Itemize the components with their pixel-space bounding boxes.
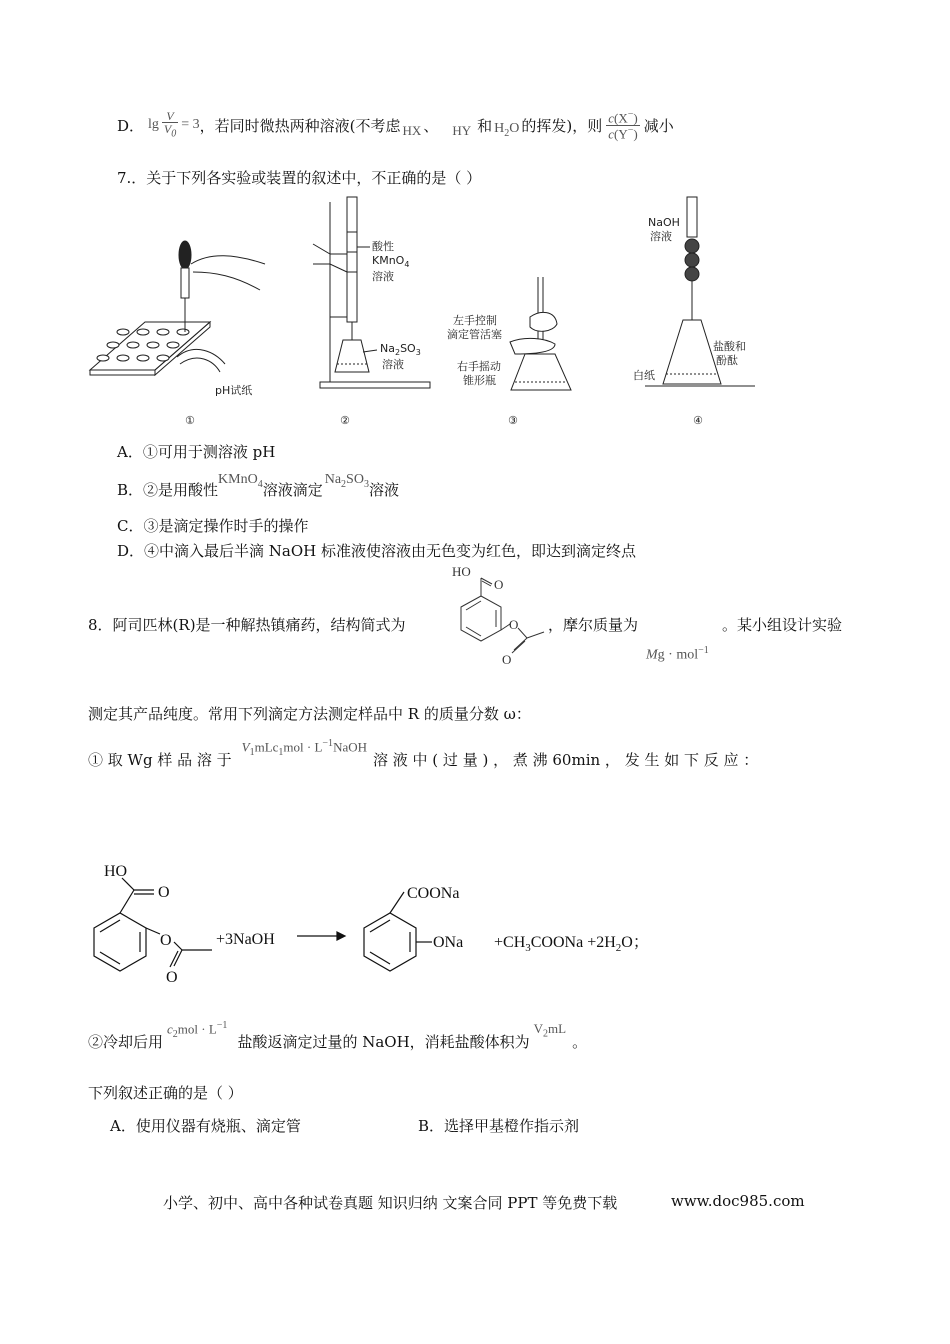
q8-option-a: A．使用仪器有烧瓶、滴定管 xyxy=(110,1117,301,1135)
svg-text:锥形瓶: 锥形瓶 xyxy=(463,374,496,387)
reaction-equation xyxy=(82,850,682,990)
svg-text:滴定管活塞: 滴定管活塞 xyxy=(447,328,502,341)
svg-text:ONa: ONa xyxy=(433,934,464,951)
step1-reagent-expression: $V_1mLc_1mol$ · $L^{-1}NaOH$ xyxy=(241,738,367,758)
svg-text:HO: HO xyxy=(452,564,471,579)
svg-text:左手控制: 左手控制 xyxy=(453,314,497,327)
option-label: D． xyxy=(117,116,145,135)
step2-concentration: $c_2mol \cdot L^{-1}$ xyxy=(167,1020,228,1040)
q7-option-d: D．④中滴入最后半滴 NaOH 标准液使溶液由无色变为红色，即达到滴定终点 xyxy=(117,542,637,560)
svg-text:右手摇动: 右手摇动 xyxy=(457,360,501,373)
svg-text:COONa: COONa xyxy=(407,885,460,902)
molar-mass-expression: Mg · mol$^{-1}$ xyxy=(646,645,709,663)
q8-stem-part1: 8．阿司匹林(R)是一种解热镇痛药，结构简式为 xyxy=(88,616,406,634)
svg-text:O: O xyxy=(160,932,172,949)
svg-text:O: O xyxy=(158,884,170,901)
figure-number-2: ② xyxy=(340,414,350,427)
svg-text:白纸: 白纸 xyxy=(633,369,655,382)
q7-stem: 7.．关于下列各实验或装置的叙述中，不正确的是（ ） xyxy=(117,169,482,187)
q8-stem-line2: 测定其产品纯度。常用下列滴定方法测定样品中 R 的质量分数 ω： xyxy=(88,705,531,723)
svg-text:O: O xyxy=(509,617,519,632)
svg-text:Na2SO3: $Na_2SO_3$ xyxy=(380,342,421,357)
svg-text:KMnO4: KMnO$_4$ xyxy=(372,254,410,269)
concentration-ratio: $\frac{c(X^-)}{c(Y^-)}$ xyxy=(608,108,638,141)
svg-text:O: O xyxy=(494,577,504,592)
q8-step1: ① 取 Wg 样 品 溶 于 $V_1mLc_1mol$ · $L^{-1}NaOH$ 溶 液 中 ( 过 量 ) ， 煮 沸 60min ， 发 生 如 下 反 应 ： xyxy=(88,738,759,769)
spot-plate-figure xyxy=(90,241,265,375)
figure-number-1: ① xyxy=(185,414,195,427)
q8-step2: ②冷却后用 $c_2mol \cdot L^{-1}$ 盐酸返滴定过量的 NaOH，消耗盐酸体积为 $V_2mL$ 。 xyxy=(88,1020,588,1051)
h2o-formula: $H_2O$ xyxy=(494,121,520,139)
lg-expression: lg $\frac{V}{V_0}$ = 3 xyxy=(148,108,200,140)
q8-stem-part3: 。某小组设计实验 xyxy=(722,616,843,634)
svg-text:+CH3COONa +2H2O；: $+CH_3COONa +2H_2O$； xyxy=(494,934,649,954)
figure-number-3: ③ xyxy=(508,414,518,427)
ph-paper-label: pH试纸 xyxy=(215,384,253,397)
volume-fraction: $\frac{V}{V_0}$ xyxy=(163,108,177,140)
q7-option-a: A．①可用于测溶液 pH xyxy=(117,443,276,461)
q7-option-c: C．③是滴定操作时手的操作 xyxy=(117,517,309,535)
step2-volume: $V_2mL$ xyxy=(533,1021,567,1040)
svg-text:盐酸和: 盐酸和 xyxy=(713,340,746,353)
svg-text:O: O xyxy=(166,969,178,986)
q7-option-b: B．②是用酸性 KMnO$_4$ 溶液滴定 $Na_2SO_3$ 溶液 xyxy=(117,472,399,499)
figure-number-4: ④ xyxy=(693,414,703,427)
burette-stand-figure xyxy=(313,197,430,388)
aspirin-structure xyxy=(436,562,546,670)
svg-text:酸性: 酸性 xyxy=(372,240,394,253)
q8-question: 下列叙述正确的是（ ） xyxy=(88,1084,243,1102)
svg-text:酚酞: 酚酞 xyxy=(716,354,738,367)
svg-text:溶液: 溶液 xyxy=(650,230,672,243)
q8-stem-part2: ，摩尔质量为 xyxy=(548,616,639,634)
footer-text: 小学、初中、高中各种试卷真题 知识归纳 文案合同 PPT 等免费下载 xyxy=(163,1194,618,1212)
svg-text:+3NaOH: +3NaOH xyxy=(216,931,275,948)
svg-text:溶液: 溶液 xyxy=(382,358,404,371)
q7-apparatus-figure xyxy=(85,192,775,432)
svg-text:HO: HO xyxy=(104,863,128,880)
svg-text:溶液: 溶液 xyxy=(372,270,394,283)
q8-option-b: B．选择甲基橙作指示剂 xyxy=(418,1117,580,1135)
footer-url[interactable]: www.doc985.com xyxy=(671,1192,805,1210)
svg-text:O: O xyxy=(502,652,512,667)
titration-hands-figure xyxy=(510,277,571,390)
svg-text:NaOH: NaOH xyxy=(648,216,680,229)
q6-option-d: D． lg $\frac{V}{V_0}$ = 3 ，若同时微热两种溶液(不考虑 HX 、 HY 和 $H_2O$ 的挥发)，则 $\frac{c(X^-)}{c(Y^-)}$ 减小 xyxy=(117,108,674,141)
